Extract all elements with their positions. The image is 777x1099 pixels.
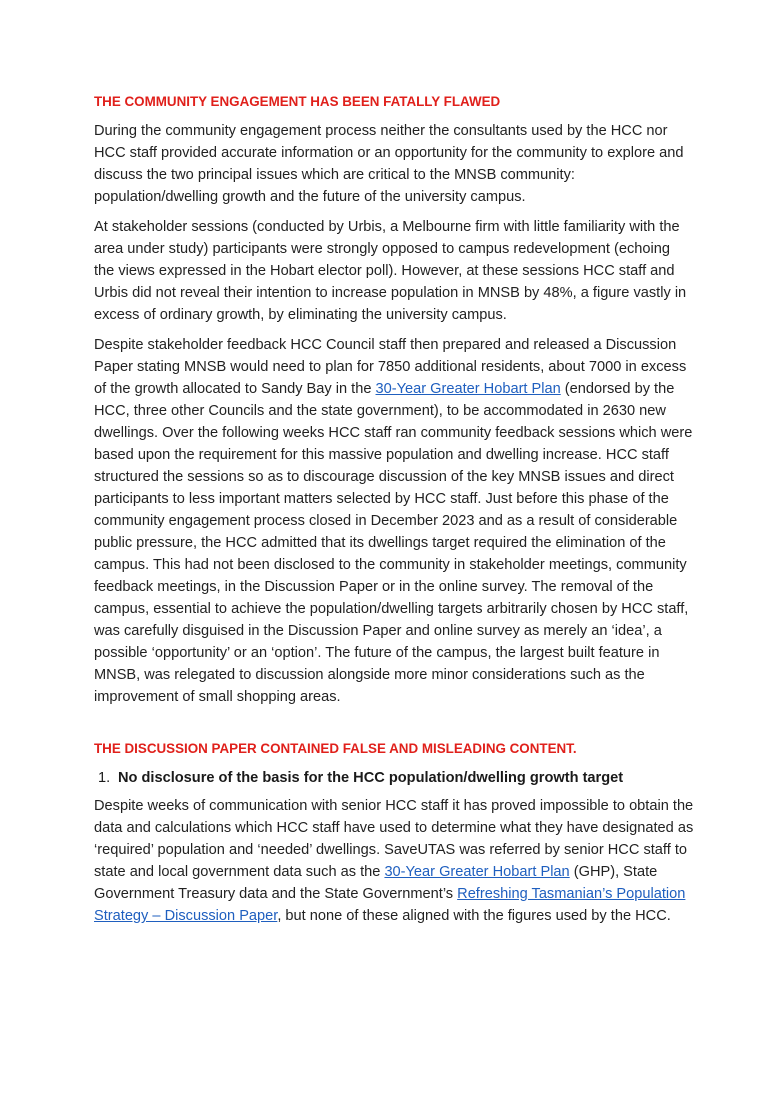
paragraph-text: , but none of these aligned with the figures used by the HCC. — [277, 908, 671, 924]
paragraph-discussion-paper — [94, 334, 694, 708]
list-item — [94, 767, 694, 789]
paragraph-text: Despite weeks of communication with senior HCC staff it has proved impossible to obtain the data and calculations which HCC staff have used to determine what they have designated as ‘required’ population and ‘needed’ dwellings. SaveUTAS was referred by senior HCC staff to state and local government data such as the — [94, 798, 694, 880]
section-heading-community-engagement: THE COMMUNITY ENGAGEMENT HAS BEEN FATALLY FLAWED — [94, 94, 501, 109]
paragraph-text: (GHP), State Government Treasury data and the State Government’s — [94, 864, 658, 902]
paragraph-stakeholder-sessions: At stakeholder sessions (conducted by Urbis, a Melbourne firm with little familiarity with the area under study) participants were strongly opposed to campus redevelopment (echoing the views expressed in the Hobart elector poll). However, at these sessions HCC staff and Urbis did not reveal their intention to increase population in MNSB by 48%, a figure vastly in excess of ordinary growth, by eliminating the university campus. — [94, 219, 687, 323]
population-strategy-link[interactable]: Refreshing Tasmanian’s Population Strategy – Discussion Paper — [94, 886, 686, 924]
greater-hobart-plan-link[interactable]: 30-Year Greater Hobart Plan — [384, 864, 570, 880]
list-item-title: No disclosure of the basis for the HCC population/dwelling growth target — [118, 770, 624, 786]
greater-hobart-plan-link[interactable]: 30-Year Greater Hobart Plan — [375, 381, 561, 397]
list-item-number: 1. — [98, 770, 111, 786]
paragraph-text: Despite stakeholder feedback HCC Council staff then prepared and released a Discussion Paper stating MNSB would need to plan for 7850 additional residents, about 7000 in excess of the growth allocated to Sandy Bay in the — [94, 337, 687, 397]
paragraph-growth-target-basis — [94, 795, 694, 927]
paragraph-text: (endorsed by the HCC, three other Councils and the state government), to be accommodated in 2630 new dwellings. Over the following weeks HCC staff ran community feedback sessions which were based upon the requirement for this massive population and dwelling increase. HCC staff structured the sessions so as to discourage discussion of the key MNSB issues and direct participants to less important matters selected by HCC staff. Just before this phase of the community engagement process closed in December 2023 and as a result of considerable public pressure, the HCC admitted that its dwellings target required the elimination of the campus. This had not been disclosed to the community in stakeholder meetings, community feedback meetings, in the Discussion Paper or in the online survey. The removal of the campus, essential to achieve the population/dwelling targets arbitrarily chosen by HCC staff, was carefully disguised in the Discussion Paper and online survey as merely an ‘idea’, a possible ‘opportunity’ or an ‘option’. The future of the campus, the largest built feature in MNSB, was relegated to discussion alongside more minor considerations such as the improvement of small shopping areas. — [94, 381, 693, 705]
document-page — [94, 92, 694, 935]
paragraph-engagement-process: During the community engagement process neither the consultants used by the HCC nor HCC staff provided accurate information or an opportunity for the community to explore and discuss the two principal issues which are critical to the MNSB community: population/dwelling growth and the future of the university campus. — [94, 123, 684, 205]
section-heading-discussion-paper: THE DISCUSSION PAPER CONTAINED FALSE AND MISLEADING CONTENT. — [94, 741, 577, 756]
